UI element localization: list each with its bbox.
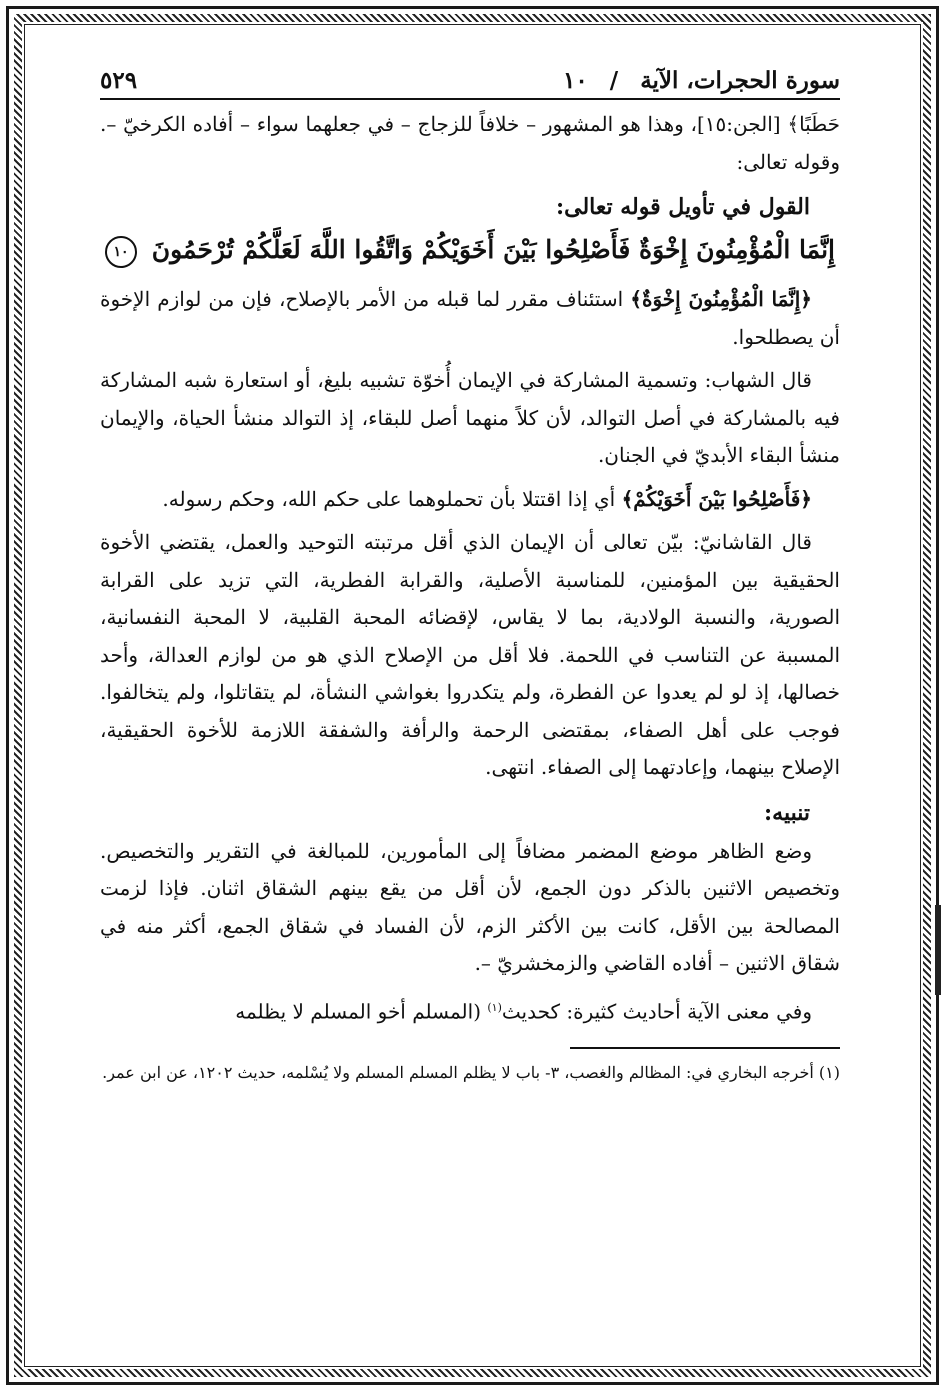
header-verse: ١٠: [563, 67, 588, 94]
header-rule: [100, 98, 840, 100]
quoted-verse: ﴿إِنَّمَا الْمُؤْمِنُونَ إِخْوَةٌ﴾: [630, 287, 813, 311]
paragraph-2: قال الشهاب: وتسمية المشاركة في الإيمان أُخوّة تشبيه بليغ، أو استعارة شبه المشاركة فيه بالمشاركة في أصل التوالد، لأن كلاً منهما أصل للبقاء، إذ التوالد منشأ الحياة، والإيمان منشأ البقاء الأبديّ في الجنان.: [100, 368, 840, 467]
quoted-verse: ﴿فَأَصْلِحُوا بَيْنَ أَخَوَيْكُمْ﴾: [621, 486, 812, 511]
running-header: [100, 58, 840, 94]
paragraph-6-text-after: (المسلم أخو المسلم لا يظلمه: [235, 999, 488, 1024]
page-number: ٥٢٩: [100, 67, 138, 94]
footnote-ref[interactable]: (١): [487, 1000, 502, 1014]
tanbih-heading: تنبيه:: [764, 799, 810, 826]
footnote: (١) أخرجه البخاري في: المظالم والغصب، ٣- باب لا يظلم المسلم المسلم ولا يُسْلمه، حديث ١٢٠٢، عن ابن عمر.: [102, 1062, 840, 1082]
footnote-rule: [570, 1047, 840, 1049]
paragraph-4: قال القاشانيّ: بيّن تعالى أن الإيمان الذي أقل مرتبته التوحيد والعمل، يقتضي الأخوة الحقيقية بين المؤمنين، للمناسبة الأصلية، والقرابة الفطرية، التي تزيد على القرابة الصورية، والنسبة الولادية، بما لا يقاس، لإقضائه المحبة القلبية، لا المحبة النفسانية، المسببة عن التناسب في اللحمة. فلا أقل من الإصلاح الذي هو من لوازم العدالة، وأحد خصالها، إذ لو لم يعدوا عن الفطرة، ولم يتكدروا بغواشي النشأة، لم يتقاتلوا، ولم يتخالفوا. فوجب على أهل الصفاء، بمقتضى الرحمة والرأفة والشفقة اللازمة للأخوة الحقيقية، الإصلاح بينهما، وإعادتهما إلى الصفاء. انتهى.: [100, 530, 840, 779]
paragraph-3-text: أي إذا اقتتلا بأن تحملوهما على حكم الله، وحكم رسوله.: [162, 486, 622, 511]
header-title-group: [563, 67, 840, 94]
paragraph-6: [100, 989, 840, 1031]
verse-text: إِنَّمَا الْمُؤْمِنُونَ إِخْوَةٌ فَأَصْلِحُوا بَيْنَ أَخَوَيْكُمْ وَاتَّقُوا اللَّهَ لَعَلَّكُمْ تُرْحَمُونَ: [151, 235, 835, 264]
paragraph-top: حَطَبًا﴾ [الجن:١٥]، وهذا هو المشهور – خلافاً للزجاج – في جعلهما سواء – أفاده الكرخيّ –. وقوله تعالى:: [100, 112, 840, 174]
paragraph-6-text: وفي معنى الآية أحاديث كثيرة: كحديث: [501, 999, 812, 1024]
paragraph-5: وضع الظاهر موضع المضمر مضافاً إلى المأمورين، للمبالغة في التقرير والتخصيص. وتخصيص الاثنين بالذكر دون الجمع، لأن أقل من يقع بينهم الشقاق اثنان. فإذا لزمت المصالحة بين الأقل، كانت بين الأكثر الزم، لأن الفساد في شقاق الجمع، أكثر منه في شقاق الاثنين – أفاده القاضي والزمخشريّ –.: [100, 838, 840, 975]
section-heading: القول في تأويل قوله تعالى:: [556, 194, 810, 220]
paragraph-1-text: استئناف مقرر لما قبله من الأمر بالإصلاح، فإن من لوازم الإخوة أن يصطلحوا.: [100, 287, 840, 349]
paragraph-1: [100, 281, 840, 356]
quran-verse: [100, 227, 840, 273]
paragraph-3: [100, 481, 840, 519]
header-separator: /: [609, 67, 619, 94]
page-content: [100, 58, 840, 1328]
body-text: [100, 106, 840, 1031]
header-title: سورة الحجرات، الآية: [640, 67, 840, 94]
page-edge-mark: [935, 905, 941, 995]
verse-number-marker: ١٠: [105, 236, 137, 268]
